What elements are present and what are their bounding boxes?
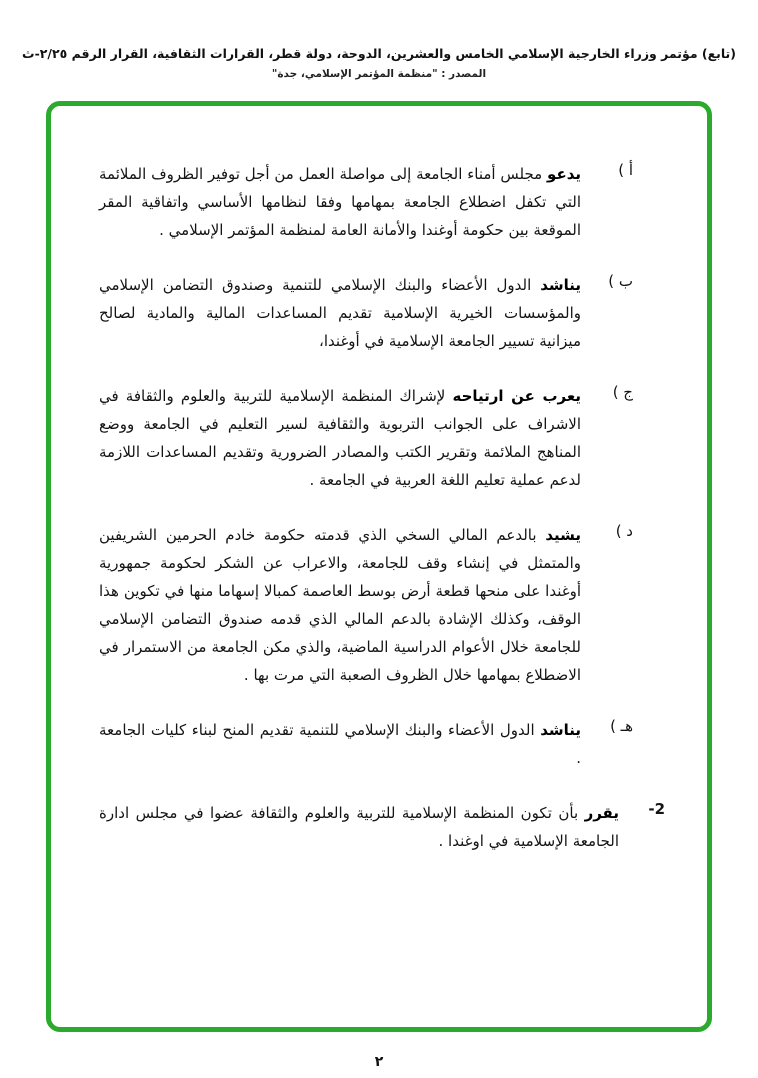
item-marker: 2-: [648, 800, 665, 818]
item-marker: أ ): [618, 161, 633, 179]
item-marker: ب ): [608, 272, 633, 290]
header-title: (تابع) مؤتمر وزراء الخارجية الإسلامي الخامس والعشرين، الدوحة، دولة قطر، القرارات الثقافية، القرار الرقم ٢/٢٥-ث: [22, 46, 736, 61]
resolution-items: [99, 160, 665, 855]
item-lead: يقرر: [584, 804, 619, 822]
resolution-item: [99, 799, 665, 855]
resolution-item: [99, 271, 665, 355]
item-body: الدول الأعضاء والبنك الإسلامي للتنمية تقديم المنح لبناء كليات الجامعة .: [99, 721, 581, 767]
item-marker: هـ ): [610, 717, 633, 735]
resolution-item: [99, 382, 665, 494]
item-body: مجلس أمناء الجامعة إلى مواصلة العمل من أجل توفير الظروف الملائمة التي تكفل اضطلاع الجامعة بمهامها وفقا لنظامها الأساسي واتفاقية المقر الموقعة بين حكومة أوغندا والأمانة العامة لمنظمة المؤتمر الإسلامي .: [99, 165, 581, 239]
item-lead: يعرب عن ارتياحه: [452, 387, 581, 405]
item-body: الدول الأعضاء والبنك الإسلامي للتنمية وصندوق التضامن الإسلامي والمؤسسات الخيرية الإسلامية تقديم المساعدات المالية والمادية لصالح ميزانية تسيير الجامعة الإسلامية في أوغندا،: [99, 276, 581, 350]
resolution-item: [99, 521, 665, 689]
document-header: [0, 46, 758, 80]
item-text: [99, 382, 581, 494]
item-body: بأن تكون المنظمة الإسلامية للتربية والعلوم والثقافة عضوا في مجلس ادارة الجامعة الإسلامية في اوغندا .: [99, 804, 619, 850]
item-lead: يناشد: [540, 276, 581, 294]
header-source: [0, 68, 758, 80]
item-marker: ج ): [612, 383, 633, 401]
item-text: [99, 521, 581, 689]
source-value: "منظمة المؤتمر الإسلامي، جدة": [271, 68, 438, 80]
item-body: لإشراك المنظمة الإسلامية للتربية والعلوم والثقافة في الاشراف على الجوانب التربوية والثقافية لسير التعليم في الجامعة ووضع المناهج الملائمة وتقرير الكتب والمصادر الضرورية وتقديم المساعدات اللازمة لدعم عملية تعليم اللغة العربية في الجامعة .: [99, 387, 581, 489]
item-body: بالدعم المالي السخي الذي قدمته حكومة خادم الحرمين الشريفين والمتمثل في إنشاء وقف للجامعة، والاعراب عن الشكر لحكومة جمهورية أوغندا على منحها قطعة أرض بوسط العاصمة كمبالا إسهاما منها في تكوين هذا الوقف، وكذلك الإشادة بالدعم المالي الذي قدمه صندوق التضامن الإسلامي للجامعة خلال الأعوام الدراسية الماضية، والذي مكن الجامعة من الاستمرار في الاضطلاع بمهامها خلال الظروف الصعبة التي مرت بها .: [99, 526, 581, 684]
item-lead: يشيد: [545, 526, 581, 544]
source-label: المصدر :: [441, 68, 487, 80]
item-text: [99, 271, 581, 355]
resolution-item: [99, 716, 665, 772]
item-lead: يدعو: [547, 165, 581, 183]
green-border-frame: [46, 101, 712, 1032]
resolution-item: [99, 160, 665, 244]
item-text: [99, 716, 581, 772]
item-marker: د ): [615, 522, 633, 540]
item-lead: يناشد: [540, 721, 581, 739]
item-text: [99, 160, 581, 244]
item-text: [99, 799, 619, 855]
page-number: ٢: [374, 1054, 384, 1070]
